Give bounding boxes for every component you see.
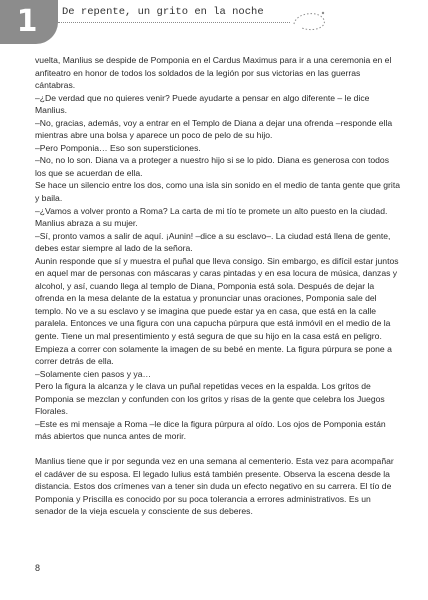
paragraph: –Solamente cien pasos y ya… xyxy=(35,368,152,379)
dotted-ornament-icon xyxy=(290,8,330,34)
paragraph: –¿De verdad que no quieres venir? Puede ayudarte a pensar en algo diferente – le dice Manlius. xyxy=(35,92,370,116)
paragraph: –Pero Pomponia… Eso son supersticiones. xyxy=(35,142,201,153)
paragraph: Manlius tiene que ir por segunda vez en una semana al cementerio. Esta vez para acompañar el cadáver de su esposa. El legado Iulius está también presente. Observa la escena desde la distancia. Estos dos crímenes van a tener sin duda un efecto negativo en su carrera. El tío de Pomponia y Priscilla es conocido por su poca tolerancia a errores administrativos. Es un senador de la vieja escuela y consciente de sus deberes. xyxy=(35,455,394,517)
paragraph: vuelta, Manlius se despide de Pomponia en el Cardus Maximus para ir a una ceremonia en el anfiteatro en honor de todos los soldados de la legión por sus victorias en las guerras cántabras. xyxy=(35,55,392,91)
body-text xyxy=(35,54,402,518)
paragraph: Aunin responde que sí y muestra el puñal que lleva consigo. Sin embargo, es difícil estar juntos en aquel mar de personas con máscaras y caras pintadas y en esa locura de música, danzas y alcohol, y así, cuando llega al templo de Diana, Pomponia está sola. Después de dejar la ofrenda en la mesa delante de la estatua y pronunciar unas oraciones, Pomponia sale del templo. No ve a su esclavo y se imagina que puede estar ya en casa, que está en la calle paralela. Entonces ve una figura con una capucha púrpura que está inmóvil en el medio de la gente. Tiene un mal presentimiento y está segura de que su hijo en la casa está en peligro. Empieza a correr con solamente la imagen de su bebé en mente. La figura púrpura se pone a correr detrás de ella. xyxy=(35,255,399,367)
page-header xyxy=(0,0,428,44)
paragraph: Pero la figura la alcanza y le clava un puñal repetidas veces en la espalda. Los gritos de Pomponia se mezclan y confunden con los gritos y risas de la gente que celebra los Juegos Florales. xyxy=(35,381,385,417)
paragraph: Se hace un silencio entre los dos, como una isla sin sonido en el medio de tanta gente que grita y baila. xyxy=(35,180,400,204)
paragraph: –No, gracias, además, voy a entrar en el Templo de Diana a dejar una ofrenda –responde ella mientras abre una bolsa y aparece un poco de pelo de su hijo. xyxy=(35,117,393,141)
paragraph: –Este es mi mensaje a Roma –le dice la figura púrpura al oído. Los ojos de Pomponia están más abiertos que nunca antes de morir. xyxy=(35,418,386,442)
chapter-tab xyxy=(0,0,58,44)
page-number: 8 xyxy=(35,563,41,573)
paragraph: –No, no lo son. Diana va a proteger a nuestro hijo si se lo pido. Diana es generosa con todos los que se acuerdan de ella. xyxy=(35,155,389,178)
paragraph: –Sí, pronto vamos a salir de aquí. ¡Aunin! –dice a su esclavo–. La ciudad está llena de gente, debes estar siempre al lado de la señora. xyxy=(35,230,391,254)
chapter-title: De repente, un grito en la noche xyxy=(62,6,264,18)
chapter-number: 1 xyxy=(16,4,38,39)
paragraph: –¿Vamos a volver pronto a Roma? La carta de mi tío te promete un alto puesto en la ciudad. xyxy=(35,205,388,216)
header-dotted-rule xyxy=(58,22,290,23)
paragraph: Manlius abraza a su mujer. xyxy=(35,218,138,229)
